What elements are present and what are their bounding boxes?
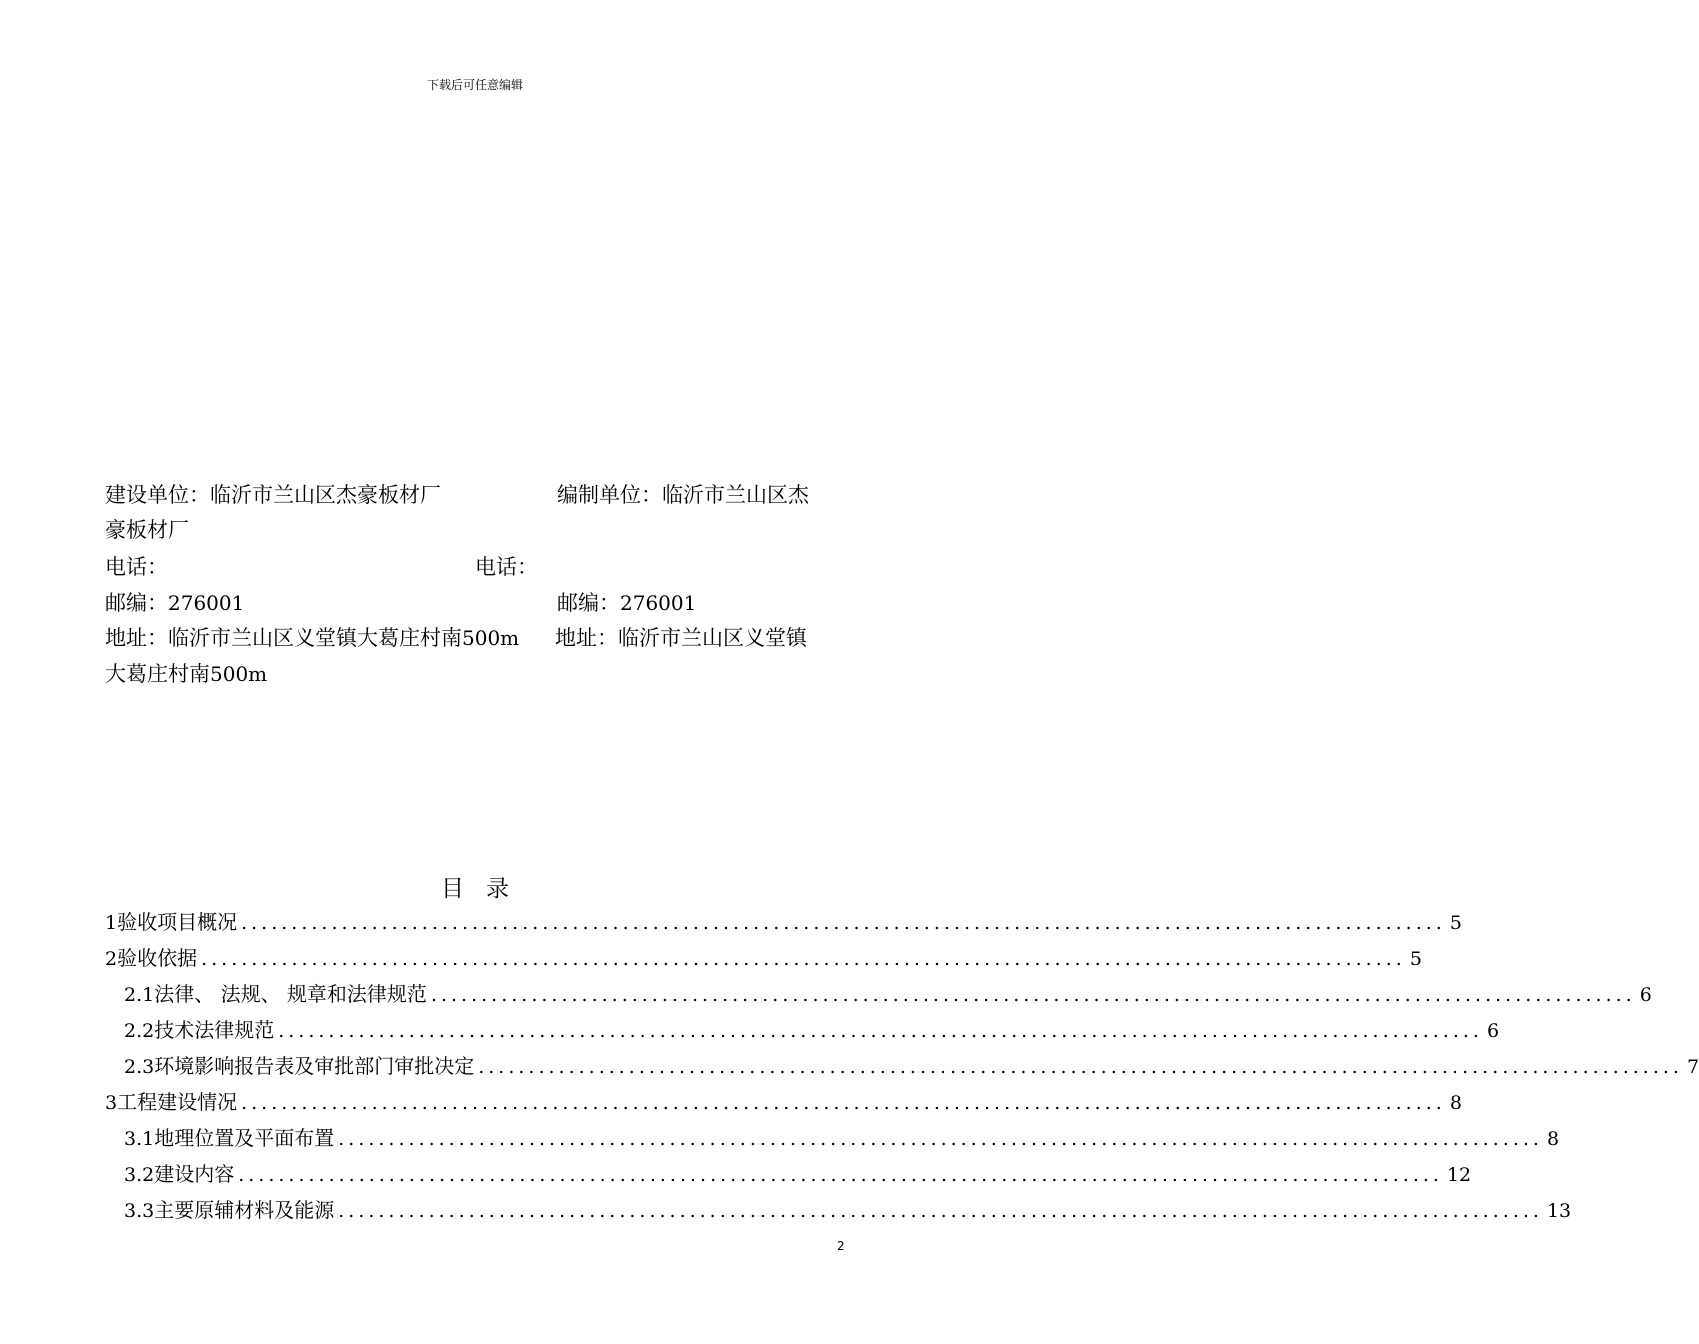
toc-entry-label: 地理位置及平面布置	[154, 1126, 335, 1150]
page-number: 2	[837, 1239, 845, 1253]
address-right-cont-label: 大葛庄村南	[105, 662, 210, 686]
toc-entry-index: 2.2	[124, 1020, 155, 1042]
toc-entry-label: 验收依据	[117, 946, 198, 970]
toc-entry-index: 3	[105, 1092, 118, 1114]
address-right-label: 地址：临沂市兰山区义堂镇	[555, 626, 807, 650]
toc-entry-index: 2	[105, 948, 118, 970]
toc-entry-leader: ........................................................................................................................	[430, 984, 1636, 1006]
postcode-right-value: 276001	[620, 591, 697, 615]
toc-entry-page: 5	[1409, 948, 1422, 970]
address-left-value: 500m	[462, 626, 520, 650]
toc-entry[interactable]	[105, 1086, 1462, 1122]
toc-entry-page: 7	[1686, 1056, 1699, 1078]
toc-entry[interactable]	[124, 1014, 1500, 1050]
toc-entry-index: 2.1	[124, 984, 155, 1006]
toc-entry[interactable]	[124, 1158, 1472, 1194]
toc-entry-leader: ........................................................................................................................	[201, 948, 1406, 970]
compiling-unit-cont: 豪板材厂	[105, 518, 189, 542]
toc-entry[interactable]	[124, 978, 1652, 1014]
info-line-units-cont	[105, 516, 189, 544]
toc-entry-page: 5	[1449, 912, 1462, 934]
toc-entry-leader: ........................................................................................................................	[338, 1200, 1543, 1222]
toc-entry[interactable]	[105, 942, 1422, 978]
toc-entry-label: 技术法律规范	[154, 1018, 275, 1042]
toc-entry-index: 3.2	[124, 1164, 155, 1186]
toc-entry-label: 工程建设情况	[117, 1090, 238, 1114]
toc-entry-leader: ........................................................................................................................	[338, 1128, 1543, 1150]
postcode-right-label: 邮编：	[557, 591, 620, 615]
info-line-postcode	[105, 589, 697, 617]
info-line-units	[105, 481, 809, 509]
toc-entry-page: 13	[1546, 1200, 1572, 1222]
toc-entry-page: 6	[1486, 1020, 1500, 1042]
toc-entry-label: 验收项目概况	[117, 910, 238, 934]
phone-right: 电话：	[475, 555, 538, 579]
toc-entry-page: 6	[1639, 984, 1652, 1006]
toc-title: 目录	[441, 876, 531, 902]
address-left-label: 地址：临沂市兰山区义堂镇大葛庄村南	[105, 626, 462, 650]
construction-unit: 建设单位：临沂市兰山区杰豪板材厂	[105, 483, 441, 507]
toc-entry-leader: ........................................................................................................................	[241, 912, 1446, 934]
toc-entry-label: 主要原辅材料及能源	[154, 1198, 335, 1222]
toc-entry-page: 8	[1546, 1128, 1560, 1150]
toc-entry-label: 法律、 法规、 规章和法律规范	[154, 982, 427, 1006]
info-line-address	[105, 624, 807, 652]
toc-entry-page: 12	[1446, 1164, 1472, 1186]
toc-entry[interactable]	[124, 1050, 1699, 1086]
toc-entry-label: 建设内容	[154, 1162, 235, 1186]
toc-entry-index: 1	[105, 912, 118, 934]
info-line-phone	[105, 553, 538, 581]
toc-entry-index: 3.3	[124, 1200, 155, 1222]
postcode-left-value: 276001	[168, 591, 245, 615]
info-line-address-cont	[105, 660, 267, 688]
toc-entry-page: 8	[1449, 1092, 1462, 1114]
toc-entry-leader: ........................................................................................................................	[238, 1164, 1443, 1186]
toc-entry[interactable]	[124, 1122, 1560, 1158]
toc-entry[interactable]	[124, 1194, 1572, 1230]
toc-entry-index: 2.3	[124, 1056, 155, 1078]
header-note: 下载后可任意编辑	[426, 78, 523, 92]
toc-entry-leader: ........................................................................................................................	[278, 1020, 1483, 1042]
toc-entry-leader: ........................................................................................................................	[241, 1092, 1446, 1114]
address-right-cont-value: 500m	[210, 662, 268, 686]
compiling-unit: 编制单位：临沂市兰山区杰	[557, 483, 809, 507]
toc-entry-label: 环境影响报告表及审批部门审批决定	[154, 1054, 475, 1078]
postcode-left-label: 邮编：	[105, 591, 168, 615]
toc-entry[interactable]	[105, 906, 1462, 942]
toc-entry-index: 3.1	[124, 1128, 155, 1150]
toc-entry-leader: ........................................................................................................................	[478, 1056, 1683, 1078]
phone-left: 电话：	[105, 555, 168, 579]
